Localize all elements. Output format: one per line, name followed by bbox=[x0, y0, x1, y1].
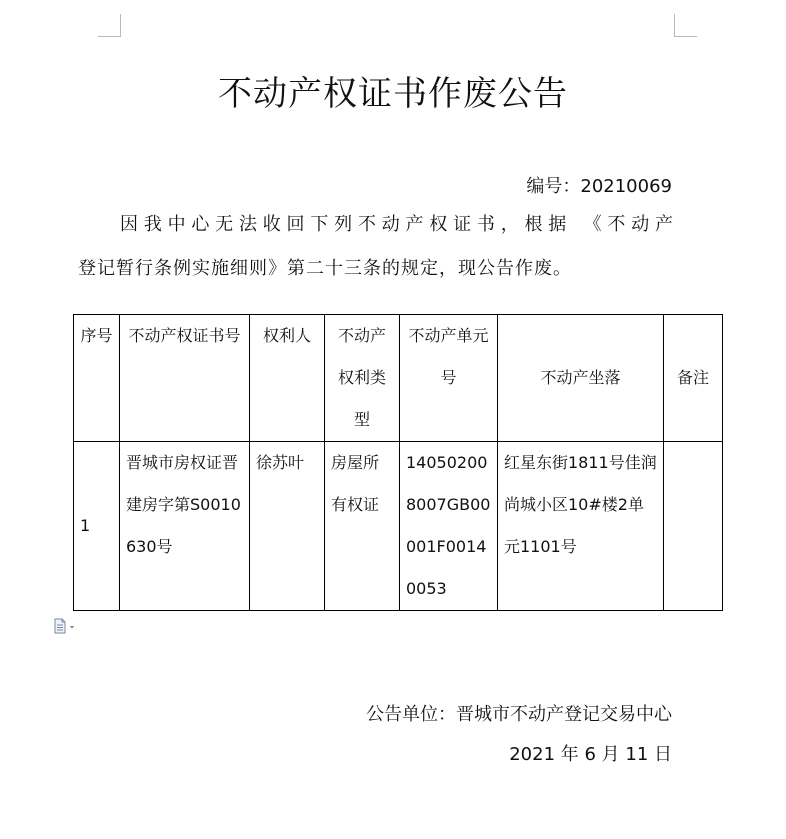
header-remark: 备注 bbox=[664, 315, 723, 442]
header-owner: 权利人 bbox=[250, 315, 325, 442]
header-index: 序号 bbox=[74, 315, 120, 442]
table-row bbox=[74, 442, 723, 611]
issue-date: 2021 年 6 月 11 日 bbox=[509, 744, 672, 765]
document-title: 不动产权证书作废公告 bbox=[218, 74, 568, 114]
cell-right-type: 房屋所有权证 bbox=[325, 442, 400, 611]
header-right-type: 不动产权利类型 bbox=[325, 315, 400, 442]
page-corner-mark-top-left bbox=[98, 14, 121, 37]
cell-location: 红星东街1811号佳润尚城小区10#楼2单元1101号 bbox=[498, 442, 664, 611]
body-paragraph-line-1: 因我中心无法收回下列不动产权证书，根据 《不动产 bbox=[120, 214, 674, 235]
body-paragraph-line-2: 登记暂行条例实施细则》第二十三条的规定，现公告作废。 bbox=[78, 258, 572, 279]
issuing-unit: 公告单位：晋城市不动产登记交易中心 bbox=[366, 704, 672, 725]
cell-remark bbox=[664, 442, 723, 611]
paste-options-icon[interactable] bbox=[53, 618, 79, 634]
header-unit-no: 不动产单元号 bbox=[400, 315, 498, 442]
document-number: 编号：20210069 bbox=[526, 176, 672, 197]
header-cert-no: 不动产权证书号 bbox=[120, 315, 250, 442]
certificate-table bbox=[73, 314, 723, 611]
header-location: 不动产坐落 bbox=[498, 315, 664, 442]
cell-index: 1 bbox=[74, 442, 120, 611]
table-header-row bbox=[74, 315, 723, 442]
page-corner-mark-top-right bbox=[674, 14, 697, 37]
cell-cert-no: 晋城市房权证晋建房字第S0010630号 bbox=[120, 442, 250, 611]
cell-owner: 徐苏叶 bbox=[250, 442, 325, 611]
cell-unit-no: 140502008007GB00001F00140053 bbox=[400, 442, 498, 611]
